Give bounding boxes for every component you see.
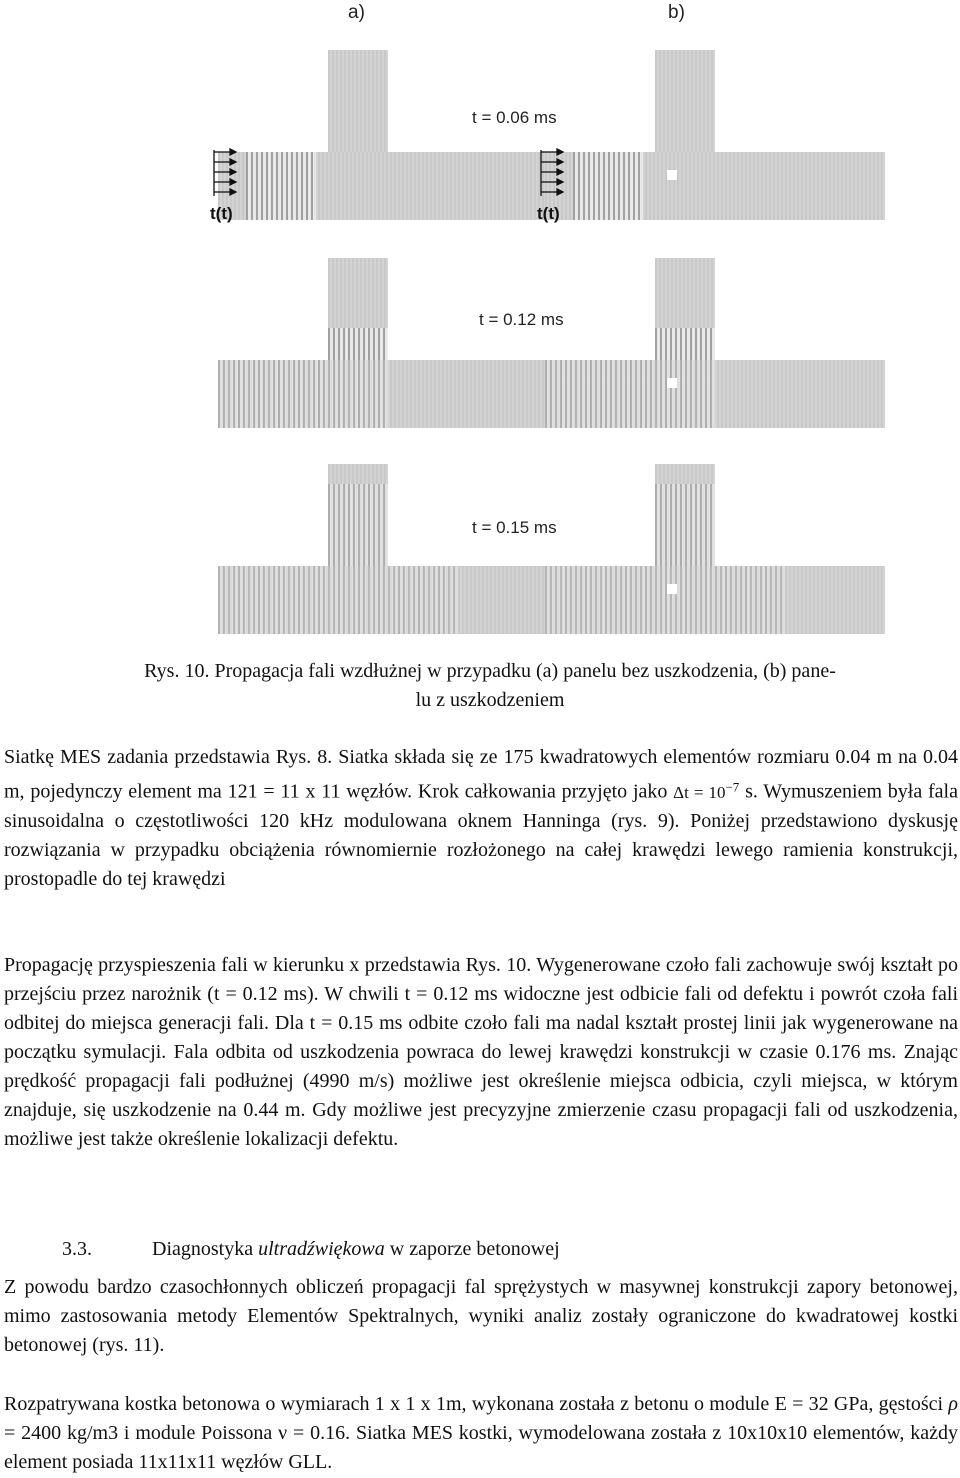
wave-front bbox=[545, 360, 715, 428]
paragraph-2: Propagację przyspieszenia fali w kierunku x przedstawia Rys. 10. Wygenerowane czoło fali zachowuje swój kształt po przejściu przez narożnik (t = 0.12 ms). W chwili t = 0.12 ms widoczne jest odbicie fali od defektu i powrót czoła fali odbitej do miejsca generacji fali. Dla t = 0.15 ms odbite czoło fali ma nadal kształt prostej linii jak wygenerowane na początku symulacji. Fala odbita od uszkodzenia powraca do lewej krawędzi konstrukcji w czasie 0.176 ms. Znając prędkość propagacji fali podłużnej (4990 m/s) możliwe jest określenie miejsca odbicia, czyli miejsca, w którym znajduje, się uszkodzenie na 0.44 m. Gdy możliwe jest precyzyjne zmierzenie czasu propagacji fali od uszkodzenia, możliwe jest także określenie lokalizacji defektu. bbox=[4, 954, 958, 1150]
t-panel-a-row1 bbox=[218, 50, 558, 222]
paragraph-4 bbox=[4, 1390, 958, 1477]
defect-marker bbox=[667, 584, 677, 594]
timestep-exponent: −7 bbox=[725, 779, 740, 794]
panel-label-a: a) bbox=[348, 2, 365, 23]
paragraph-3: Z powodu bardzo czasochłonnych obliczeń propagacji fal sprężystych w masywnej konstrukcji zapory betonowej, mimo zastosowania metody Elementów Spektralnych, wyniki analiz zostały ograniczone do kwadratowej kostki betonowej (rys. 11). bbox=[4, 1276, 958, 1356]
paragraph-1-text-b: s. Wymuszeniem była fala sinusoidalna o częstotliwości 120 kHz modulowana oknem Hanninga (rys. 9). Poniżej przedstawiono dyskusję rozwiązania w przypadku obciążenia równomiernie rozłożonego na całej krawędzi lewego ramienia konstrukcji, prostopadle do tej krawędzi bbox=[4, 780, 958, 890]
wave-front bbox=[573, 152, 643, 220]
panel-arm bbox=[218, 360, 558, 428]
time-label-row3: t = 0.15 ms bbox=[472, 518, 557, 537]
paragraph-1-text-a: Siatkę MES zadania przedstawia Rys. 8. Siatka składa się ze 175 kwadratowych elementów rozmiaru 0.04 m na 0.04 m, pojedynczy element ma 121 = 11 x 11 węzłów. Krok całkowania przyjęto jako bbox=[4, 746, 958, 803]
caption-line-2: lu z uszkodzeniem bbox=[415, 689, 565, 711]
force-label-b: t(t) bbox=[537, 204, 560, 223]
panel-arm bbox=[218, 566, 558, 634]
force-arrows-a bbox=[212, 148, 238, 198]
panel-arm bbox=[218, 152, 558, 220]
panel-label-b: b) bbox=[668, 2, 685, 23]
t-panel-a-row2 bbox=[218, 258, 558, 430]
time-label-row1: t = 0.06 ms bbox=[472, 108, 557, 127]
time-label-row2: t = 0.12 ms bbox=[479, 310, 564, 329]
t-panel-b-row2 bbox=[545, 258, 885, 430]
section-number: 3.3. bbox=[62, 1238, 92, 1260]
panel-arm bbox=[545, 152, 885, 220]
defect-marker bbox=[667, 170, 677, 180]
panel-arm bbox=[545, 360, 885, 428]
paragraph-1 bbox=[4, 743, 958, 894]
panel-arm bbox=[545, 566, 885, 634]
force-label-a: t(t) bbox=[210, 204, 233, 223]
timestep-formula: $\Delta t = 10^{-7}$ bbox=[673, 779, 740, 802]
figure-caption bbox=[60, 657, 920, 715]
section-title-italic: ultradźwiękowa bbox=[258, 1238, 385, 1260]
wave-front bbox=[218, 360, 388, 428]
paragraph-4-text-b: = 2400 kg/m3 i module Poissona bbox=[4, 1422, 279, 1444]
force-arrows-b bbox=[539, 148, 565, 198]
caption-line-1: Rys. 10. Propagacja fali wzdłużnej w przypadku (a) panelu bez uszkodzenia, (b) pane- bbox=[144, 660, 836, 682]
t-panel-b-row3 bbox=[545, 464, 885, 636]
wave-front bbox=[545, 566, 785, 634]
wave-front bbox=[218, 566, 458, 634]
nu-symbol: ν bbox=[278, 1422, 288, 1444]
section-title-start: Diagnostyka bbox=[152, 1238, 259, 1260]
section-title-end: w zaporze betonowej bbox=[384, 1238, 560, 1260]
paragraph-4-text-c: = 0.16. Siatka MES kostki, wymodelowana została z 10x10x10 elementów, każdy element posiada 11x11x11 węzłów GLL. bbox=[4, 1422, 959, 1473]
defect-marker bbox=[667, 378, 677, 388]
t-panel-a-row3 bbox=[218, 464, 558, 636]
paragraph-4-text-a: Rozpatrywana kostka betonowa o wymiarach 1 x 1 x 1m, wykonana została z betonu o module E = 32 GPa, gęstości bbox=[4, 1393, 949, 1415]
t-panel-b-row1 bbox=[545, 50, 885, 222]
wave-front bbox=[246, 152, 316, 220]
section-heading bbox=[62, 1238, 560, 1261]
rho-symbol: ρ bbox=[948, 1393, 958, 1415]
